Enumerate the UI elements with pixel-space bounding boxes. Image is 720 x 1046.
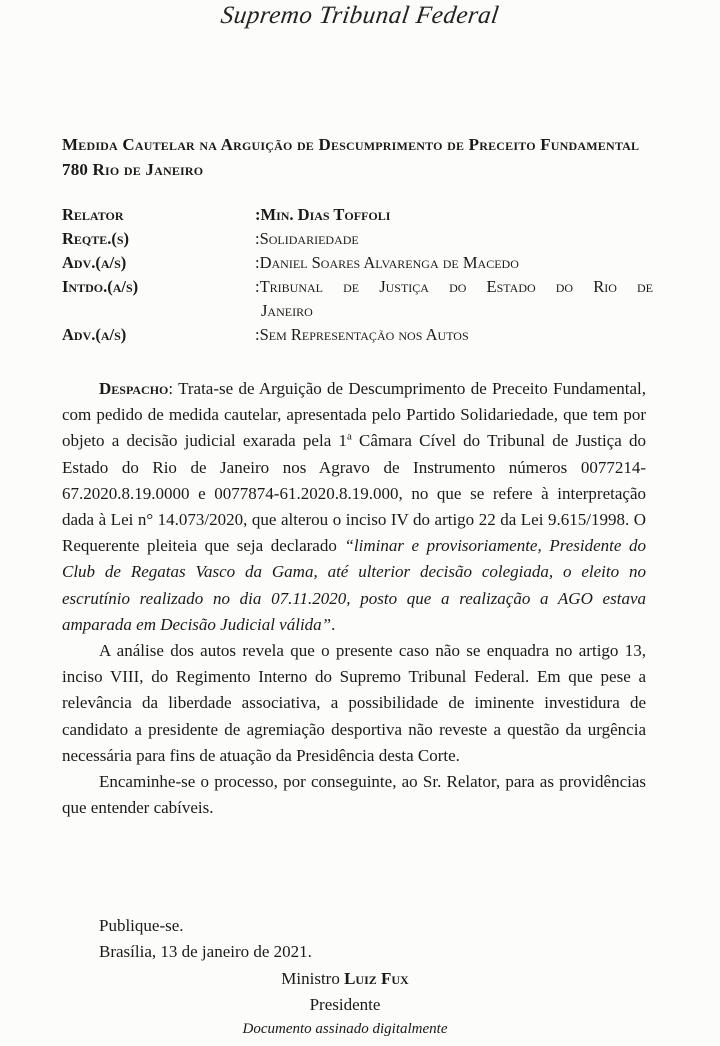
digital-signature-note: Documento assinado digitalmente [242,1021,448,1037]
signer-line [180,966,510,992]
quoted-request: “liminar e provisoriamente, Presidente do Club de Regatas Vasco da Gama, até ulterior decisão colegiada, o eleito no escrutínio realizado no dia 07.11.2020, posto que a realização a AGO estava amparada em Decisão Judicial válida” [62,536,646,634]
signer-role: Presidente [309,995,381,1014]
party-label: Relator [62,205,124,224]
party-label: Intdo.(a/s) [62,277,139,296]
party-value: :Daniel Soares Alvarenga de Macedo [255,253,519,272]
party-row-advogado-requerente [62,251,654,275]
party-value-multiline [255,275,653,323]
party-row-advogado-intimado [62,323,654,347]
paragraph-forward: Encaminhe-se o processo, por conseguinte, ao Sr. Relator, para as providências que entender cabíveis. [62,772,646,818]
court-header [0,0,720,36]
signer-name: Luiz Fux [344,969,409,988]
paragraph-text: Câmara Cível do Tribunal de Justiça do Estado do Rio de Janeiro nos Agravo de Instrumento números 0077214-67.2020.8.19.0000 e 0077874-61.2020.8.19.000, no que se refere à interpretação dada à Lei n° 14.073/2020, que alterou o inciso IV do artigo 22 da Lei 9.615/1998. O Requerente pleiteia que seja declarado [62,431,646,556]
paragraph-end: . [331,614,336,634]
party-label: Adv.(a/s) [62,253,127,272]
page-title: Medida Cautelar na Arguição de Descumprimento de Preceito Fundamental 780 Rio de Janeiro [62,135,640,179]
party-value: :Solidariedade [255,229,359,248]
party-value: :Min. Dias Toffoli [255,205,391,224]
paragraph-despacho [62,376,646,638]
despacho-label: Despacho [99,379,169,398]
court-name: Supremo Tribunal Federal [219,2,501,29]
ordinal-superscript: a [346,430,352,443]
party-row-requerente [62,227,654,251]
paragraph-analysis: A análise dos autos revela que o presente caso não se enquadra no artigo 13, inciso VIII, do Regimento Interno do Supremo Tribunal Federal. Em que pese a relevância da liberdade associativa, a possibilidade de iminente investidura de candidato a presidente de agremiação desportiva não reveste a questão da urgência necessária para fins de atuação da Presidência desta Corte. [62,641,646,765]
closing-block [99,913,312,965]
party-value-line: :Tribunal de Justiça do Estado do Rio de [255,277,653,296]
signer-title: Ministro [281,969,345,988]
despacho-body [62,376,646,821]
parties-table [62,203,654,347]
party-value: :Sem Representação nos Autos [255,325,469,344]
place-date: Brasília, 13 de janeiro de 2021. [99,942,312,961]
party-label: Adv.(a/s) [62,325,127,344]
party-row-intimado [62,275,654,323]
party-row-relator [62,203,654,227]
party-label: Reqte.(s) [62,229,130,248]
paragraph-text: : Trata-se de Arguição de Descumprimento de Preceito Fundamental, com pedido de medida cautelar, apresentada pelo Partido Solidariedade, que tem por objeto a decisão judicial exarada pela 1 [62,379,646,451]
party-value-line: Janeiro [261,301,313,320]
publish-line: Publique-se. [99,916,184,935]
signature-block [180,966,510,1040]
